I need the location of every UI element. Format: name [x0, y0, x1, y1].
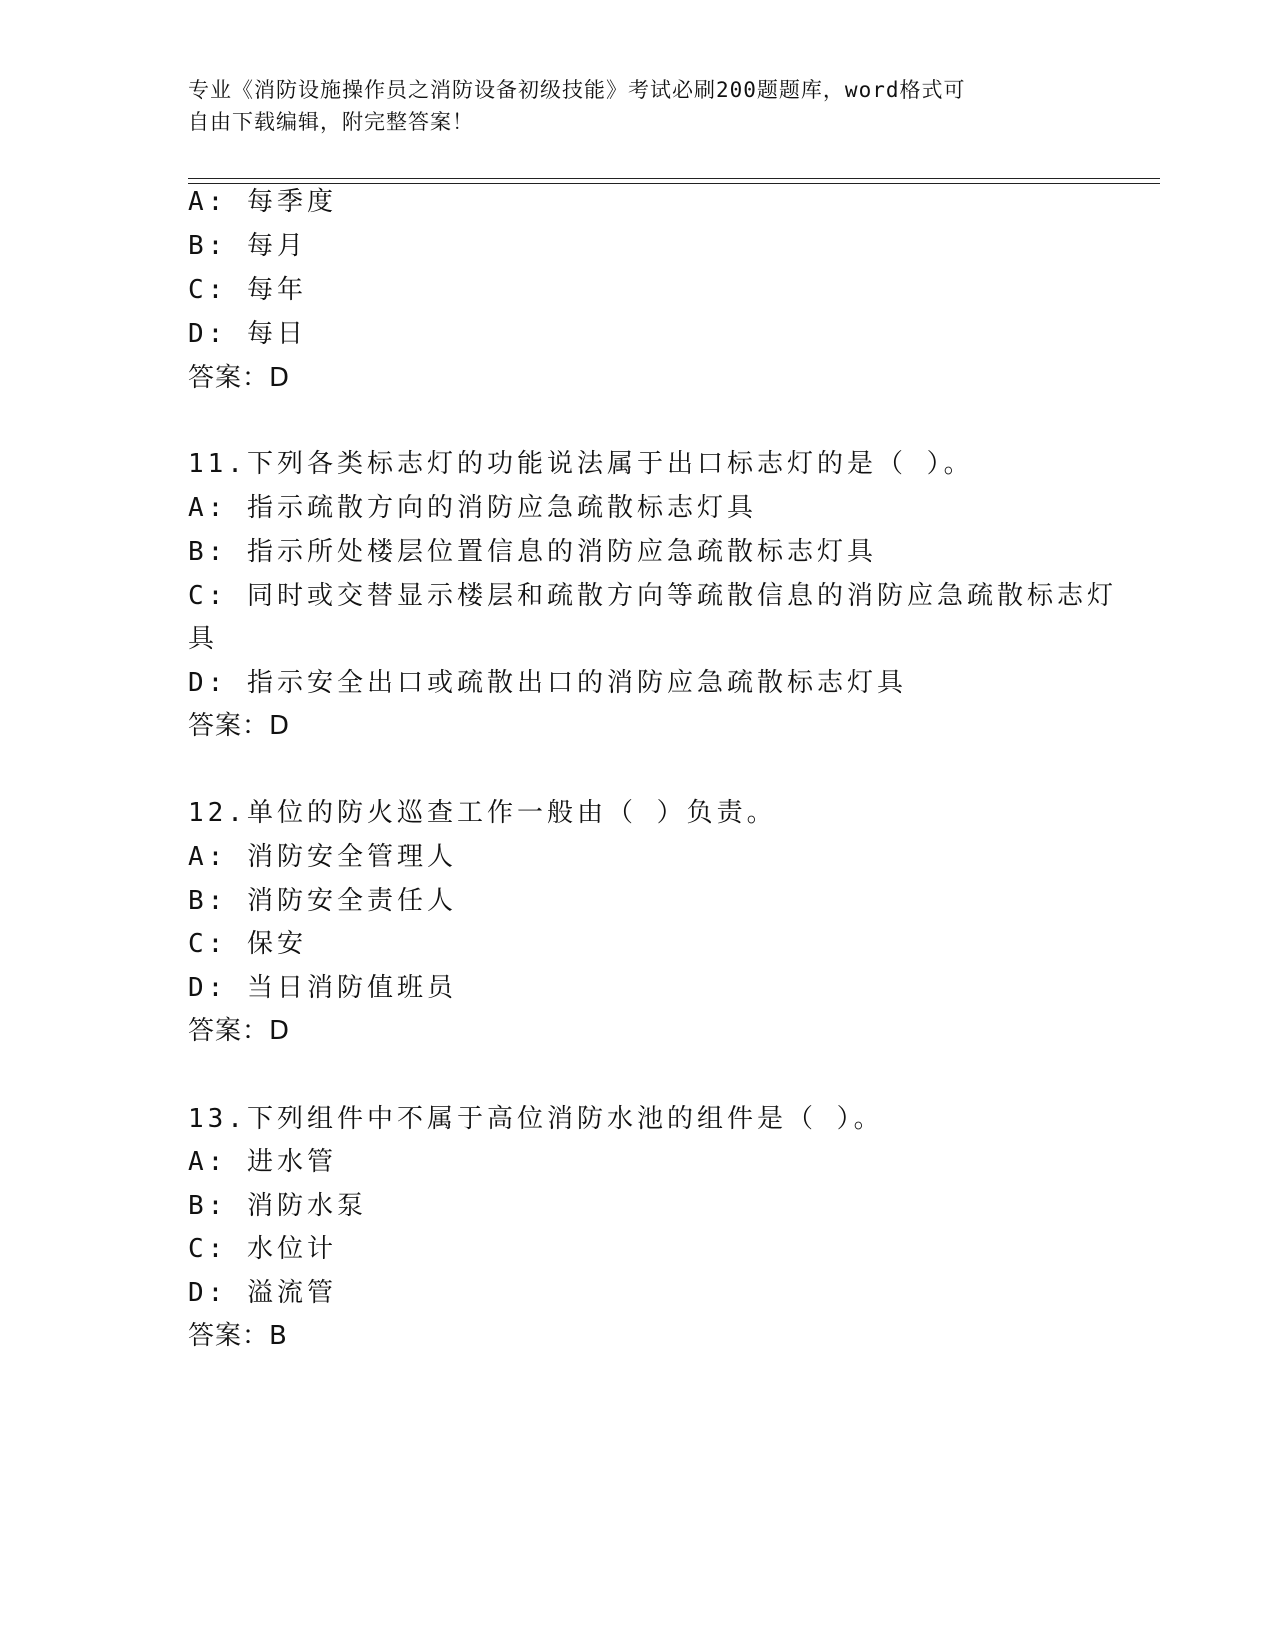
- q11-answer: 答案：D: [188, 711, 291, 741]
- document-header: [188, 74, 1068, 138]
- q13-option-d: D: 溢流管: [188, 1278, 337, 1308]
- q11-option-c-continued: 具: [188, 624, 219, 654]
- q10-option-d: D: 每日: [188, 319, 307, 349]
- q13-answer: 答案：B: [188, 1321, 288, 1351]
- q10-option-b: B: 每月: [188, 231, 307, 261]
- q10-answer: 答案：D: [188, 363, 291, 393]
- q10-option-c: C: 每年: [188, 275, 307, 305]
- header-line-1: 专业《消防设施操作员之消防设备初级技能》考试必刷200题题库，word格式可: [188, 78, 966, 102]
- q13-stem: 13.下列组件中不属于高位消防水池的组件是（ ）。: [188, 1104, 884, 1134]
- q11-stem: 11.下列各类标志灯的功能说法属于出口标志灯的是（ ）。: [188, 449, 974, 479]
- q11-option-d: D: 指示安全出口或疏散出口的消防应急疏散标志灯具: [188, 668, 907, 698]
- q11-option-b: B: 指示所处楼层位置信息的消防应急疏散标志灯具: [188, 537, 877, 567]
- q13-option-b: B: 消防水泵: [188, 1191, 367, 1221]
- q11-option-a: A: 指示疏散方向的消防应急疏散标志灯具: [188, 493, 757, 523]
- header-rule-top: [188, 178, 1160, 179]
- q12-answer: 答案：D: [188, 1016, 291, 1046]
- header-line-2: 自由下载编辑，附完整答案！: [188, 110, 474, 134]
- q11-option-c: C: 同时或交替显示楼层和疏散方向等疏散信息的消防应急疏散标志灯: [188, 581, 1117, 611]
- q12-option-c: C: 保安: [188, 929, 307, 959]
- q13-option-a: A: 进水管: [188, 1147, 337, 1177]
- q13-option-c: C: 水位计: [188, 1234, 337, 1264]
- q12-option-b: B: 消防安全责任人: [188, 886, 457, 916]
- header-rule-bottom: [188, 183, 1160, 184]
- q12-option-a: A: 消防安全管理人: [188, 842, 457, 872]
- q12-stem: 12.单位的防火巡查工作一般由（ ）负责。: [188, 798, 777, 828]
- q12-option-d: D: 当日消防值班员: [188, 973, 457, 1003]
- q10-option-a: A: 每季度: [188, 187, 337, 217]
